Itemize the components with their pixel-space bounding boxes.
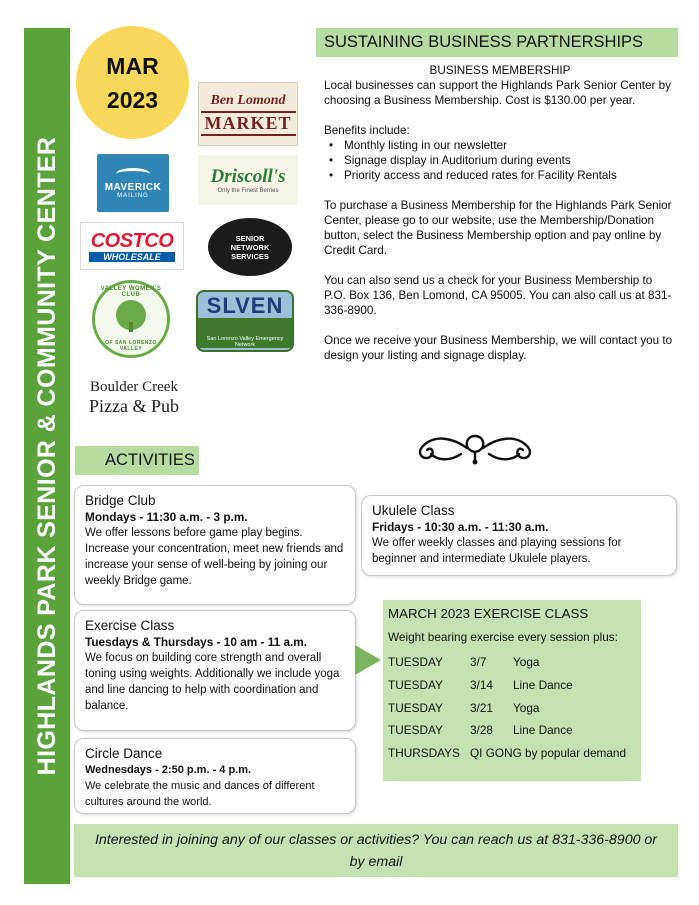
table-row bbox=[388, 723, 636, 738]
membership-section bbox=[324, 63, 676, 378]
logo-text: Boulder Creek bbox=[90, 379, 178, 395]
schedule-date: 3/21 bbox=[470, 700, 493, 715]
list-item: • Signage display in Auditorium during events bbox=[324, 153, 676, 168]
schedule-date: 3/28 bbox=[470, 723, 493, 738]
logo-text: Driscoll's bbox=[210, 166, 286, 187]
logo-text: SERVICES bbox=[231, 251, 269, 261]
costco-wholesale-logo bbox=[80, 222, 184, 270]
purchase-instructions: To purchase a Business Membership for the Highlands Park Senior Center, please go to our website, use the Membership/Donation button, select the Business Membership option and pay online by Credit Card. bbox=[324, 199, 672, 257]
schedule-date: 3/7 bbox=[470, 655, 487, 669]
list-item: • Priority access and reduced rates for Facility Rentals bbox=[324, 168, 676, 183]
logo-text: WHOLESALE bbox=[89, 252, 175, 262]
benefits-list bbox=[324, 138, 676, 183]
card-schedule: Fridays - 10:30 a.m. - 11:30 a.m. bbox=[372, 520, 549, 534]
schedule-day: TUESDAY bbox=[388, 677, 443, 692]
logo-text: SENIOR bbox=[235, 233, 265, 243]
boulder-creek-pizza-logo bbox=[80, 376, 188, 420]
date-month: MAR bbox=[106, 52, 159, 79]
schedule-activity: Yoga bbox=[513, 700, 540, 715]
senior-network-services-logo bbox=[208, 218, 292, 276]
exercise-class-card bbox=[74, 610, 356, 731]
card-description: We offer weekly classes and playing sessions for beginner and intermediate Ukulele players. bbox=[372, 537, 622, 565]
forest-icon bbox=[198, 318, 292, 336]
schedule-activity: Line Dance bbox=[513, 677, 573, 692]
ben-lomond-market-logo bbox=[198, 82, 298, 146]
table-row bbox=[388, 701, 636, 716]
sidebar-title: HIGHLANDS PARK SENIOR & COMMUNITY CENTER bbox=[33, 136, 61, 776]
card-schedule: Mondays - 11:30 a.m. - 3 p.m. bbox=[85, 510, 248, 524]
table-row bbox=[388, 746, 636, 761]
contact-footer bbox=[74, 824, 678, 877]
logo-text: Only the Finest Berries bbox=[217, 188, 279, 194]
schedule-title: MARCH 2023 EXERCISE CLASS bbox=[388, 606, 589, 621]
card-description: We focus on building core strength and overall toning using weights. Additionally we include yoga and line dancing to help with coordination and balance. bbox=[85, 652, 340, 712]
logo-text: VALLEY WOMEN'S CLUB bbox=[100, 286, 162, 298]
ukulele-class-card bbox=[361, 495, 677, 576]
card-description: We offer lessons before game play begins. Increase your concentration, meet new friends and increase your sense of well-being by joining our weekly Bridge game. bbox=[85, 527, 344, 587]
circle-dance-card bbox=[74, 738, 356, 814]
card-schedule: Tuesdays & Thursdays - 10 am - 11 a.m. bbox=[85, 635, 308, 649]
card-title: Bridge Club bbox=[85, 493, 156, 508]
driscolls-logo bbox=[198, 155, 298, 205]
card-schedule: Wednesdays - 2:50 p.m. - 4 p.m. bbox=[85, 764, 252, 776]
bridge-club-card bbox=[74, 485, 356, 605]
valley-womens-club-logo bbox=[92, 280, 170, 358]
card-title: Ukulele Class bbox=[372, 503, 455, 518]
table-row bbox=[388, 655, 636, 670]
table-row bbox=[388, 678, 636, 693]
logo-text: NETWORK bbox=[230, 242, 270, 252]
footer-text: Interested in joining any of our classes or activities? You can reach us at 831-336-8900 or by email bbox=[94, 831, 658, 870]
logo-text: Pizza & Pub bbox=[89, 396, 179, 416]
schedule-date: QI GONG by popular demand bbox=[470, 746, 627, 761]
list-item: • Monthly listing in our newsletter bbox=[324, 138, 676, 153]
schedule-activity: Yoga bbox=[513, 655, 540, 669]
closing-note: Once we receive your Business Membership, we will contact you to design your listing and signage display. bbox=[324, 334, 673, 362]
date-badge bbox=[76, 26, 189, 139]
logo-text: MAILING bbox=[117, 192, 149, 199]
logo-text: San Lorenzo Valley Emergency Network bbox=[198, 336, 292, 348]
card-description: We celebrate the music and dances of different cultures around the world. bbox=[85, 780, 315, 808]
schedule-subtitle: Weight bearing exercise every session plus: bbox=[388, 630, 618, 644]
sidebar-banner bbox=[24, 28, 70, 884]
schedule-day: TUESDAY bbox=[388, 723, 443, 738]
swoosh-icon bbox=[116, 168, 150, 180]
schedule-day: TUESDAY bbox=[388, 700, 443, 715]
logo-text: SLVEN bbox=[206, 293, 284, 318]
card-title: Exercise Class bbox=[85, 618, 175, 633]
logo-text: MARKET bbox=[201, 111, 296, 136]
ornament-divider-icon bbox=[405, 428, 545, 466]
arrow-right-icon bbox=[355, 645, 381, 675]
membership-intro: Local businesses can support the Highlands Park Senior Center by choosing a Business Membership. Cost is $130.00 per year. bbox=[324, 79, 671, 107]
logo-text: Ben Lomond bbox=[210, 92, 286, 108]
exercise-schedule-box bbox=[383, 600, 641, 781]
schedule-day: TUESDAY bbox=[388, 655, 443, 669]
schedule-day: THURSDAYS bbox=[388, 746, 460, 761]
benefits-label: Benefits include: bbox=[324, 124, 410, 137]
card-title: Circle Dance bbox=[85, 746, 163, 761]
date-year: 2023 bbox=[106, 86, 159, 113]
logo-text: COSTCO bbox=[90, 229, 174, 252]
tree-icon bbox=[116, 300, 146, 330]
logo-text: OF SAN LORENZO VALLEY bbox=[105, 340, 157, 352]
maverick-mailing-logo bbox=[97, 154, 169, 212]
check-instructions: You can also send us a check for your Business Membership to P.O. Box 136, Ben Lomond, CA 95005. You can also call us at 831-336-8900. bbox=[324, 274, 672, 317]
schedule-date: 3/14 bbox=[470, 677, 493, 692]
logo-text: MAVERICK bbox=[104, 181, 162, 193]
activities-header: ACTIVITIES bbox=[75, 446, 199, 475]
membership-subtitle: BUSINESS MEMBERSHIP bbox=[429, 64, 571, 77]
schedule-activity: Line Dance bbox=[513, 723, 573, 738]
slven-logo bbox=[196, 290, 294, 352]
partnerships-header: SUSTAINING BUSINESS PARTNERSHIPS bbox=[316, 28, 678, 57]
